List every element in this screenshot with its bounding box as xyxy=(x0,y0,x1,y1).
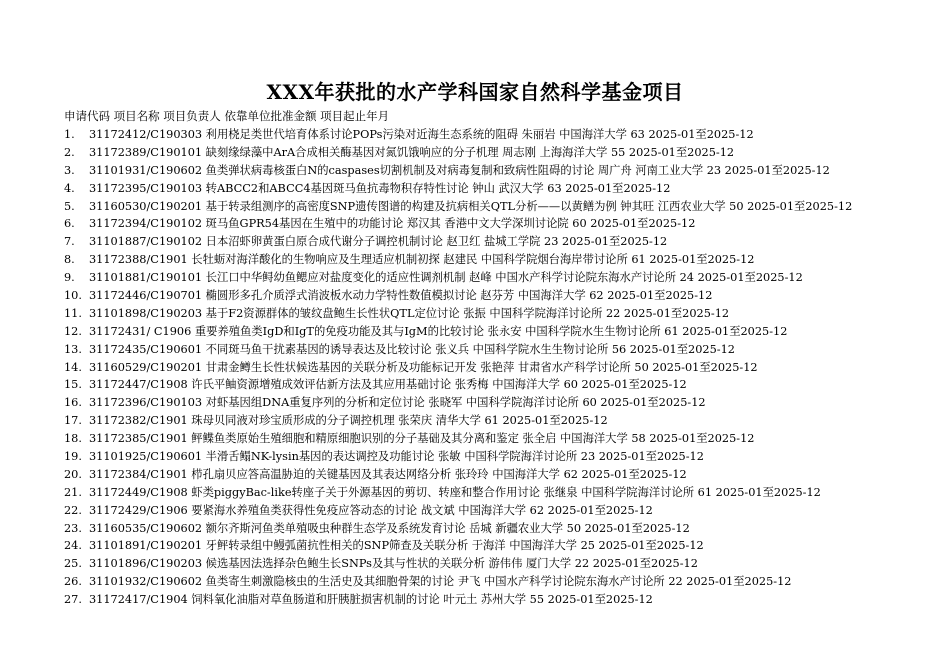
list-item xyxy=(64,394,934,412)
item-text: 31172412/C190303 利用桡足类世代培育体系讨论POPs污染对近海生态系统的阻碍 朱丽岩 中国海洋大学 63 2025-01至2025-12 xyxy=(89,128,754,141)
item-number: 24. xyxy=(64,539,82,553)
item-number: 22. xyxy=(64,503,82,517)
column-header: 申请代码 项目名称 项目负责人 依靠单位批准金额 项目起止年月 xyxy=(64,109,390,123)
item-text: 31101891/C190201 牙鲆转录组中鳗弧菌抗性相关的SNP筛查及关联分析 于海洋 中国海洋大学 25 2025-01至2025-12 xyxy=(89,539,704,553)
item-number: 8. xyxy=(64,253,75,267)
list-item xyxy=(64,376,934,394)
list-item xyxy=(64,180,934,198)
list-item xyxy=(64,555,934,573)
item-number: 1. xyxy=(64,128,75,141)
list-item xyxy=(64,144,934,162)
item-text: 31172417/C1904 饲料氧化油脂对草鱼肠道和肝胰脏损害机制的讨论 叶元土 苏州大学 55 2025-01至2025-12 xyxy=(89,593,653,607)
item-text: 31172435/C190601 不同斑马鱼干扰素基因的诱导表达及比较讨论 张义兵 中国科学院水生生物讨论所 56 2025-01至2025-12 xyxy=(89,342,735,356)
item-number: 13. xyxy=(64,342,82,356)
item-number: 3. xyxy=(64,163,75,177)
list-item xyxy=(64,466,934,484)
item-text: 31101896/C190203 候选基因法选择杂色鲍生长SNPs及其与性状的关联分析 游伟伟 厦门大学 22 2025-01至2025-12 xyxy=(89,557,698,571)
item-text: 31101881/C190101 长江口中华鲟幼鱼鳃应对盐度变化的适应性调剂机制 赵峰 中国水产科学讨论院东海水产讨论所 24 2025-01至2025-12 xyxy=(89,271,803,285)
item-number: 23. xyxy=(64,521,82,535)
item-text: 31160530/C190201 基于转录组测序的高密度SNP遗传图谱的构建及抗病相关QTL分析——以黄鳝为例 钟其旺 江西农业大学 50 2025-01至2025-12 xyxy=(89,199,853,213)
list-item xyxy=(64,359,934,377)
list-item xyxy=(64,520,934,538)
item-number: 27. xyxy=(64,593,82,607)
item-text: 31160529/C190201 甘肃金鳟生长性状候选基因的关联分析及功能标记开发 张艳萍 甘肃省水产科学讨论所 50 2025-01至2025-12 xyxy=(89,360,758,374)
item-number: 18. xyxy=(64,432,82,446)
list-item xyxy=(64,341,934,359)
list-item xyxy=(64,591,934,609)
item-number: 26. xyxy=(64,575,82,589)
item-number: 16. xyxy=(64,396,82,410)
item-number: 11. xyxy=(64,306,82,320)
list-item xyxy=(64,126,934,144)
item-text: 31172382/C1901 珠母贝同液对珍宝质形成的分子调控机理 张荣庆 清华大学 61 2025-01至2025-12 xyxy=(89,414,608,428)
list-item xyxy=(64,323,934,341)
item-text: 31172389/C190101 缺刻缘绿藻中ArA合成相关酶基因对氮饥饿响应的分子机理 周志刚 上海海洋大学 55 2025-01至2025-12 xyxy=(89,145,735,159)
list-item xyxy=(64,215,934,233)
item-number: 7. xyxy=(64,235,75,249)
document-title: XXX年获批的水产学科国家自然科学基金项目 xyxy=(266,80,684,104)
item-text: 31160535/C190602 额尔齐斯河鱼类单殖吸虫种群生态学及系统发育讨论 岳城 新疆农业大学 50 2025-01至2025-12 xyxy=(89,521,690,535)
item-number: 6. xyxy=(64,217,75,231)
list-item xyxy=(64,287,934,305)
project-list xyxy=(64,126,934,609)
item-number: 25. xyxy=(64,557,82,571)
list-item xyxy=(64,430,934,448)
item-number: 19. xyxy=(64,450,82,464)
item-number: 2. xyxy=(64,145,75,159)
item-number: 10. xyxy=(64,289,82,303)
item-text: 31172394/C190102 斑马鱼GPR54基因在生殖中的功能讨论 郑汉其 香港中文大学深圳讨论院 60 2025-01至2025-12 xyxy=(89,217,696,231)
item-text: 31172431/ C1906 重要养殖鱼类IgD和IgT的免疫功能及其与IgM的比较讨论 张永安 中国科学院水生生物讨论所 61 2025-01至2025-12 xyxy=(89,324,788,338)
item-text: 31172396/C190103 对虾基因组DNA重复序列的分析和定位讨论 张晓军 中国科学院海洋讨论所 60 2025-01至2025-12 xyxy=(89,396,706,410)
item-text: 31101898/C190203 基于F2资源群体的皱纹盘鲍生长性状QTL定位讨论 张振 中国科学院海洋讨论所 22 2025-01至2025-12 xyxy=(89,306,730,320)
list-item xyxy=(64,305,934,323)
item-text: 31172384/C1901 栉孔扇贝应答高温胁迫的关键基因及其表达网络分析 张玲玲 中国海洋大学 62 2025-01至2025-12 xyxy=(89,467,687,481)
item-text: 31172447/C1908 许氏平鲉资源增殖成效评估新方法及其应用基础讨论 张秀梅 中国海洋大学 60 2025-01至2025-12 xyxy=(89,378,687,392)
item-number: 17. xyxy=(64,414,82,428)
item-number: 4. xyxy=(64,181,75,195)
list-item xyxy=(64,198,934,216)
item-text: 31172446/C190701 椭圆形多孔介质浮式消波板水动力学特性数值模拟讨论 赵芬芳 中国海洋大学 62 2025-01至2025-12 xyxy=(89,289,713,303)
item-number: 9. xyxy=(64,271,75,285)
list-item xyxy=(64,502,934,520)
item-text: 31101925/C190601 半滑舌鳎NK-lysin基因的表达调控及功能讨论 张敏 中国科学院海洋讨论所 23 2025-01至2025-12 xyxy=(89,450,704,464)
item-number: 15. xyxy=(64,378,82,392)
item-number: 12. xyxy=(64,324,82,338)
item-text: 31172385/C1901 鲆鲽鱼类原始生殖细胞和精原细胞识别的分子基础及其分离和鉴定 张全启 中国海洋大学 58 2025-01至2025-12 xyxy=(89,432,755,446)
list-item xyxy=(64,251,934,269)
item-text: 31101931/C190602 鱼类弹状病毒核蛋白N的caspases切割机制及对病毒复制和致病性阻碍的讨论 周广舟 河南工业大学 23 2025-01至2025-12 xyxy=(89,163,830,177)
item-text: 31101887/C190102 日本沼虾卵黄蛋白原合成代谢分子调控机制讨论 赵卫红 盐城工学院 23 2025-01至2025-12 xyxy=(89,235,668,249)
list-item xyxy=(64,412,934,430)
list-item xyxy=(64,484,934,502)
item-text: 31101932/C190602 鱼类寄生刺激隐核虫的生活史及其细胞骨架的讨论 尹飞 中国水产科学讨论院东海水产讨论所 22 2025-01至2025-12 xyxy=(89,575,792,589)
list-item xyxy=(64,573,934,591)
item-number: 20. xyxy=(64,467,82,481)
list-item xyxy=(64,162,934,180)
item-text: 31172449/C1908 虾类piggyBac-like转座子关于外源基因的剪切、转座和整合作用讨论 张继泉 中国科学院海洋讨论所 61 2025-01至2025-12 xyxy=(89,485,821,499)
item-number: 21. xyxy=(64,485,82,499)
item-text: 31172395/C190103 转ABCC2和ABCC4基因斑马鱼抗毒物积存特性讨论 钟山 武汉大学 63 2025-01至2025-12 xyxy=(89,181,671,195)
list-item xyxy=(64,269,934,287)
item-text: 31172429/C1906 要紧海水养殖鱼类获得性免疫应答动态的讨论 战文斌 中国海洋大学 62 2025-01至2025-12 xyxy=(89,503,653,517)
item-text: 31172388/C1901 长牡蛎对海洋酸化的生物响应及生理适应机制初探 赵建民 中国科学院烟台海岸带讨论所 61 2025-01至2025-12 xyxy=(89,253,755,267)
item-number: 14. xyxy=(64,360,82,374)
list-item xyxy=(64,448,934,466)
list-item xyxy=(64,537,934,555)
item-number: 5. xyxy=(64,199,75,213)
list-item xyxy=(64,233,934,251)
